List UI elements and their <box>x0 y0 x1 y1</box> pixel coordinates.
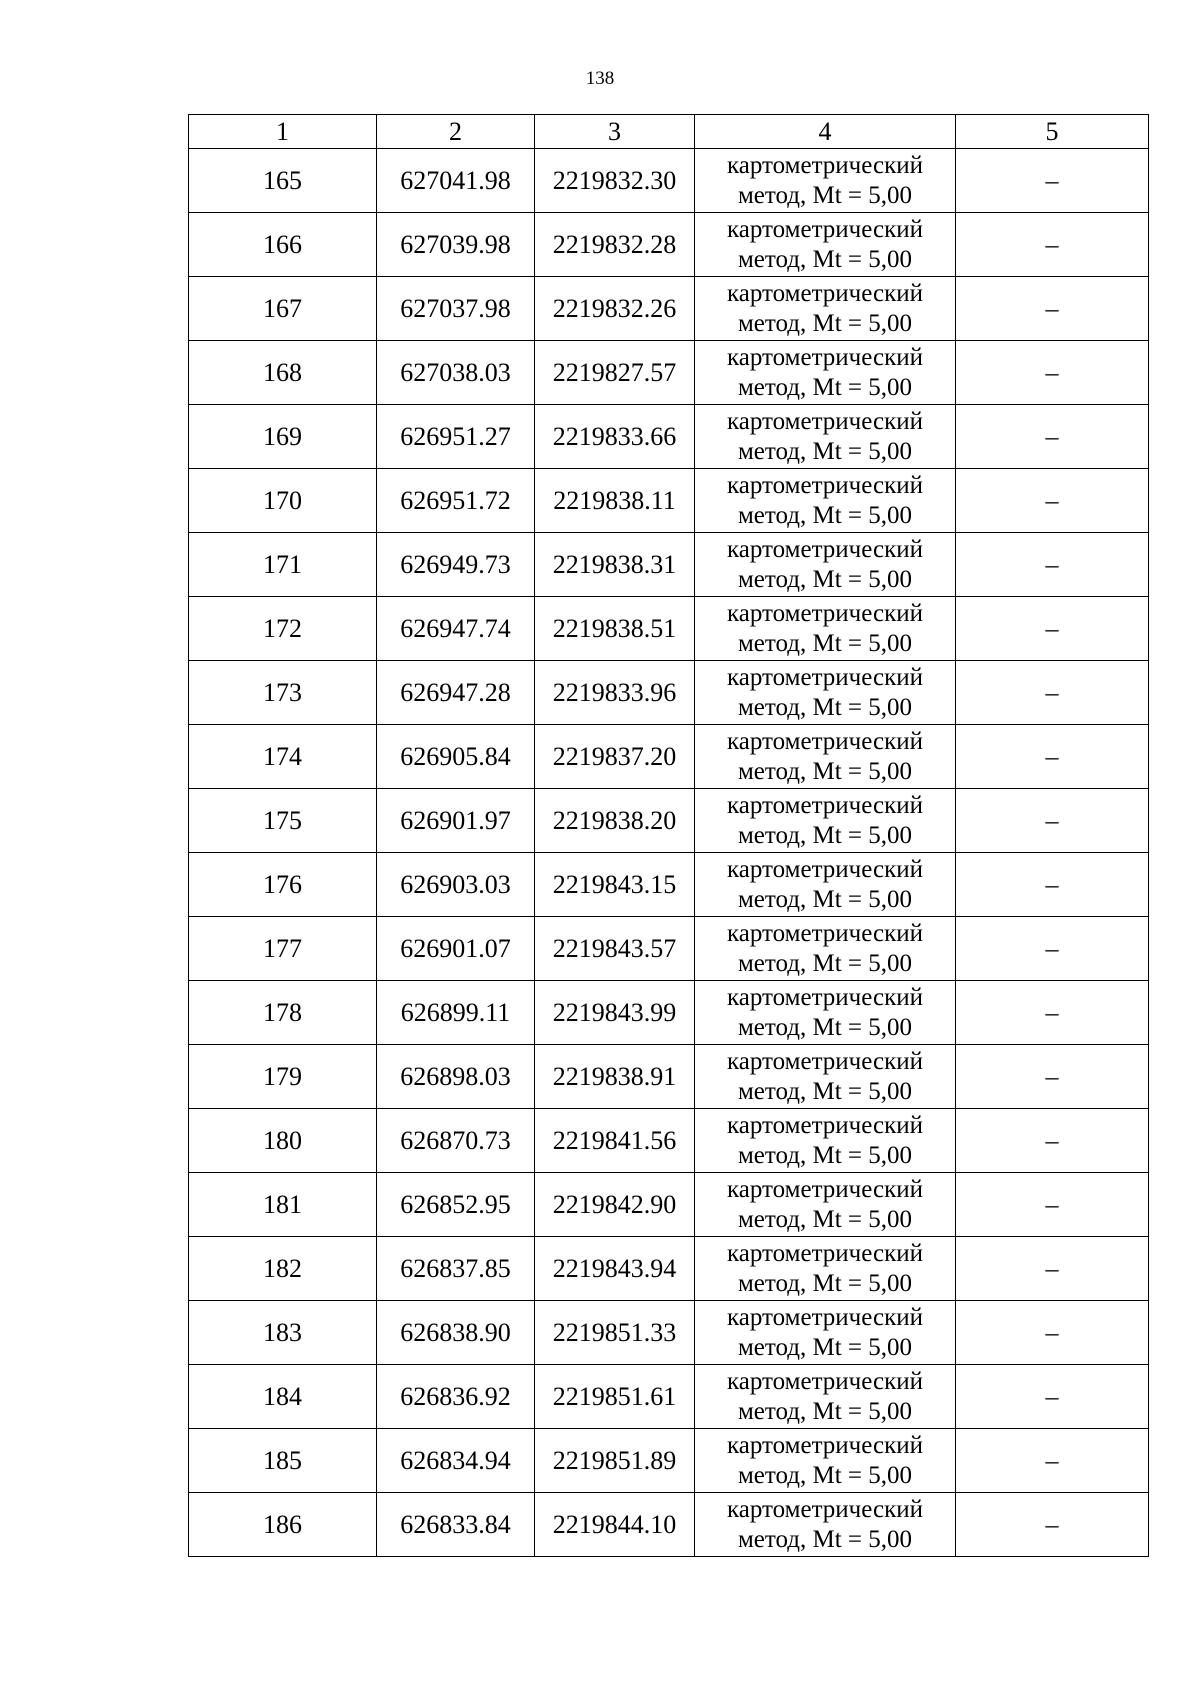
method-line-1: картометрический <box>727 1047 923 1075</box>
note-cell: – <box>956 1173 1149 1237</box>
method-line-2: метод, Mt = 5,00 <box>737 565 913 593</box>
y-coordinate-cell: 2219838.11 <box>535 469 695 533</box>
table-row <box>189 469 1149 533</box>
coordinates-table <box>188 114 1149 1557</box>
method-line-1: картометрический <box>727 855 923 883</box>
table-row <box>189 853 1149 917</box>
method-line-1: картометрический <box>727 663 923 691</box>
y-coordinate-cell: 2219833.96 <box>535 661 695 725</box>
x-coordinate-cell: 627038.03 <box>377 341 535 405</box>
x-coordinate-cell: 626947.74 <box>377 597 535 661</box>
method-cell <box>695 341 956 405</box>
table-row <box>189 725 1149 789</box>
method-cell <box>695 1301 956 1365</box>
note-cell: – <box>956 149 1149 213</box>
y-coordinate-cell: 2219838.91 <box>535 1045 695 1109</box>
method-line-2: метод, Mt = 5,00 <box>737 1077 913 1105</box>
point-number-cell: 170 <box>189 469 377 533</box>
note-cell: – <box>956 789 1149 853</box>
method-line-1: картометрический <box>727 1111 923 1139</box>
note-cell: – <box>956 1045 1149 1109</box>
method-line-2: метод, Mt = 5,00 <box>737 437 913 465</box>
y-coordinate-cell: 2219842.90 <box>535 1173 695 1237</box>
point-number-cell: 186 <box>189 1493 377 1557</box>
note-cell: – <box>956 597 1149 661</box>
point-number-cell: 174 <box>189 725 377 789</box>
point-number-cell: 184 <box>189 1365 377 1429</box>
x-coordinate-cell: 626834.94 <box>377 1429 535 1493</box>
y-coordinate-cell: 2219843.99 <box>535 981 695 1045</box>
method-cell <box>695 725 956 789</box>
method-line-1: картометрический <box>727 1303 923 1331</box>
note-cell: – <box>956 917 1149 981</box>
method-cell <box>695 469 956 533</box>
y-coordinate-cell: 2219844.10 <box>535 1493 695 1557</box>
x-coordinate-cell: 626949.73 <box>377 533 535 597</box>
x-coordinate-cell: 626852.95 <box>377 1173 535 1237</box>
point-number-cell: 169 <box>189 405 377 469</box>
point-number-cell: 177 <box>189 917 377 981</box>
table-row <box>189 1301 1149 1365</box>
note-cell: – <box>956 533 1149 597</box>
x-coordinate-cell: 627039.98 <box>377 213 535 277</box>
point-number-cell: 181 <box>189 1173 377 1237</box>
y-coordinate-cell: 2219843.57 <box>535 917 695 981</box>
note-cell: – <box>956 469 1149 533</box>
x-coordinate-cell: 627037.98 <box>377 277 535 341</box>
method-cell <box>695 149 956 213</box>
method-cell <box>695 981 956 1045</box>
method-line-1: картометрический <box>727 919 923 947</box>
note-cell: – <box>956 277 1149 341</box>
point-number-cell: 176 <box>189 853 377 917</box>
y-coordinate-cell: 2219832.26 <box>535 277 695 341</box>
x-coordinate-cell: 627041.98 <box>377 149 535 213</box>
point-number-cell: 167 <box>189 277 377 341</box>
table-row <box>189 1173 1149 1237</box>
method-line-2: метод, Mt = 5,00 <box>737 821 913 849</box>
method-line-2: метод, Mt = 5,00 <box>737 309 913 337</box>
table-body <box>189 149 1149 1557</box>
y-coordinate-cell: 2219851.61 <box>535 1365 695 1429</box>
table-row <box>189 597 1149 661</box>
table-row <box>189 917 1149 981</box>
note-cell: – <box>956 341 1149 405</box>
method-cell <box>695 1493 956 1557</box>
method-cell <box>695 853 956 917</box>
note-cell: – <box>956 213 1149 277</box>
method-cell <box>695 533 956 597</box>
column-header: 2 <box>377 115 535 149</box>
method-line-2: метод, Mt = 5,00 <box>737 1525 913 1553</box>
column-header: 3 <box>535 115 695 149</box>
point-number-cell: 166 <box>189 213 377 277</box>
method-cell <box>695 1109 956 1173</box>
method-line-1: картометрический <box>727 407 923 435</box>
column-header: 5 <box>956 115 1149 149</box>
method-cell <box>695 213 956 277</box>
method-line-1: картометрический <box>727 727 923 755</box>
x-coordinate-cell: 626899.11 <box>377 981 535 1045</box>
method-line-1: картометрический <box>727 343 923 371</box>
method-line-2: метод, Mt = 5,00 <box>737 629 913 657</box>
note-cell: – <box>956 1109 1149 1173</box>
method-cell <box>695 1173 956 1237</box>
table-row <box>189 1237 1149 1301</box>
y-coordinate-cell: 2219838.51 <box>535 597 695 661</box>
method-cell <box>695 661 956 725</box>
table-row <box>189 1109 1149 1173</box>
note-cell: – <box>956 661 1149 725</box>
note-cell: – <box>956 853 1149 917</box>
method-line-1: картометрический <box>727 471 923 499</box>
table-row <box>189 981 1149 1045</box>
method-cell <box>695 405 956 469</box>
method-line-2: метод, Mt = 5,00 <box>737 181 913 209</box>
x-coordinate-cell: 626951.27 <box>377 405 535 469</box>
point-number-cell: 185 <box>189 1429 377 1493</box>
point-number-cell: 178 <box>189 981 377 1045</box>
y-coordinate-cell: 2219843.15 <box>535 853 695 917</box>
method-line-2: метод, Mt = 5,00 <box>737 1205 913 1233</box>
table-row <box>189 1493 1149 1557</box>
method-line-1: картометрический <box>727 1495 923 1523</box>
x-coordinate-cell: 626901.07 <box>377 917 535 981</box>
note-cell: – <box>956 405 1149 469</box>
table-row <box>189 341 1149 405</box>
note-cell: – <box>956 981 1149 1045</box>
method-line-2: метод, Mt = 5,00 <box>737 949 913 977</box>
method-cell <box>695 1429 956 1493</box>
method-line-1: картометрический <box>727 599 923 627</box>
y-coordinate-cell: 2219843.94 <box>535 1237 695 1301</box>
point-number-cell: 180 <box>189 1109 377 1173</box>
note-cell: – <box>956 1429 1149 1493</box>
method-line-1: картометрический <box>727 1431 923 1459</box>
method-cell <box>695 1365 956 1429</box>
x-coordinate-cell: 626951.72 <box>377 469 535 533</box>
method-cell <box>695 597 956 661</box>
point-number-cell: 173 <box>189 661 377 725</box>
point-number-cell: 168 <box>189 341 377 405</box>
x-coordinate-cell: 626898.03 <box>377 1045 535 1109</box>
method-line-1: картометрический <box>727 1239 923 1267</box>
y-coordinate-cell: 2219837.20 <box>535 725 695 789</box>
method-cell <box>695 789 956 853</box>
method-line-1: картометрический <box>727 151 923 179</box>
method-cell <box>695 1237 956 1301</box>
table-row <box>189 149 1149 213</box>
note-cell: – <box>956 1237 1149 1301</box>
table-row <box>189 789 1149 853</box>
table-row <box>189 277 1149 341</box>
method-cell <box>695 277 956 341</box>
method-line-2: метод, Mt = 5,00 <box>737 373 913 401</box>
x-coordinate-cell: 626947.28 <box>377 661 535 725</box>
method-line-2: метод, Mt = 5,00 <box>737 1397 913 1425</box>
note-cell: – <box>956 1493 1149 1557</box>
method-line-2: метод, Mt = 5,00 <box>737 1269 913 1297</box>
point-number-cell: 183 <box>189 1301 377 1365</box>
y-coordinate-cell: 2219832.30 <box>535 149 695 213</box>
method-line-2: метод, Mt = 5,00 <box>737 1013 913 1041</box>
table-row <box>189 533 1149 597</box>
y-coordinate-cell: 2219841.56 <box>535 1109 695 1173</box>
y-coordinate-cell: 2219851.89 <box>535 1429 695 1493</box>
table-header-row <box>189 115 1149 149</box>
note-cell: – <box>956 725 1149 789</box>
point-number-cell: 175 <box>189 789 377 853</box>
y-coordinate-cell: 2219838.20 <box>535 789 695 853</box>
method-line-2: метод, Mt = 5,00 <box>737 245 913 273</box>
x-coordinate-cell: 626870.73 <box>377 1109 535 1173</box>
point-number-cell: 172 <box>189 597 377 661</box>
method-line-1: картометрический <box>727 791 923 819</box>
table-row <box>189 405 1149 469</box>
method-line-2: метод, Mt = 5,00 <box>737 501 913 529</box>
table-row <box>189 661 1149 725</box>
method-line-2: метод, Mt = 5,00 <box>737 1461 913 1489</box>
method-line-1: картометрический <box>727 1367 923 1395</box>
y-coordinate-cell: 2219838.31 <box>535 533 695 597</box>
point-number-cell: 165 <box>189 149 377 213</box>
y-coordinate-cell: 2219827.57 <box>535 341 695 405</box>
method-line-2: метод, Mt = 5,00 <box>737 757 913 785</box>
page-number: 138 <box>585 68 615 89</box>
method-line-2: метод, Mt = 5,00 <box>737 885 913 913</box>
method-line-1: картометрический <box>727 215 923 243</box>
x-coordinate-cell: 626903.03 <box>377 853 535 917</box>
note-cell: – <box>956 1365 1149 1429</box>
method-line-1: картометрический <box>727 279 923 307</box>
x-coordinate-cell: 626837.85 <box>377 1237 535 1301</box>
table-row <box>189 1429 1149 1493</box>
method-line-1: картометрический <box>727 1175 923 1203</box>
x-coordinate-cell: 626838.90 <box>377 1301 535 1365</box>
note-cell: – <box>956 1301 1149 1365</box>
x-coordinate-cell: 626836.92 <box>377 1365 535 1429</box>
method-line-1: картометрический <box>727 535 923 563</box>
method-line-2: метод, Mt = 5,00 <box>737 1141 913 1169</box>
y-coordinate-cell: 2219851.33 <box>535 1301 695 1365</box>
method-cell <box>695 917 956 981</box>
table-row <box>189 213 1149 277</box>
column-header: 1 <box>189 115 377 149</box>
x-coordinate-cell: 626833.84 <box>377 1493 535 1557</box>
y-coordinate-cell: 2219832.28 <box>535 213 695 277</box>
method-line-2: метод, Mt = 5,00 <box>737 1333 913 1361</box>
x-coordinate-cell: 626905.84 <box>377 725 535 789</box>
table-row <box>189 1365 1149 1429</box>
column-header: 4 <box>695 115 956 149</box>
method-cell <box>695 1045 956 1109</box>
method-line-2: метод, Mt = 5,00 <box>737 693 913 721</box>
point-number-cell: 182 <box>189 1237 377 1301</box>
point-number-cell: 179 <box>189 1045 377 1109</box>
x-coordinate-cell: 626901.97 <box>377 789 535 853</box>
point-number-cell: 171 <box>189 533 377 597</box>
method-line-1: картометрический <box>727 983 923 1011</box>
table-row <box>189 1045 1149 1109</box>
y-coordinate-cell: 2219833.66 <box>535 405 695 469</box>
